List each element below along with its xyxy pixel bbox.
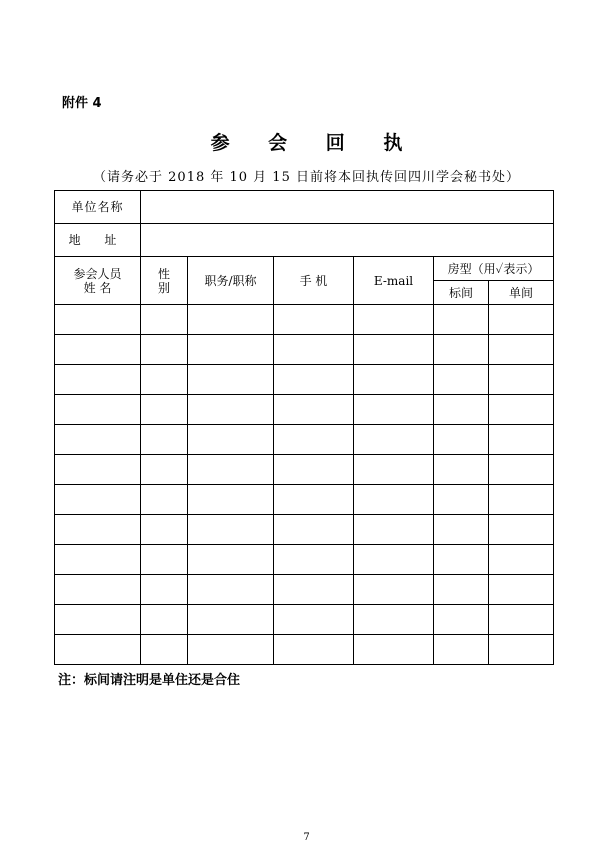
phone-cell[interactable] xyxy=(274,455,354,485)
email-cell[interactable] xyxy=(354,515,434,545)
position-cell[interactable] xyxy=(188,455,274,485)
footnote: 注：标间请注明是单住还是合住 xyxy=(58,673,241,688)
email-cell[interactable] xyxy=(354,605,434,635)
standard-room-cell[interactable] xyxy=(434,425,489,455)
name-cell[interactable] xyxy=(55,485,141,515)
table-row xyxy=(55,305,554,335)
phone-cell[interactable] xyxy=(274,605,354,635)
gender-cell[interactable] xyxy=(141,485,188,515)
standard-room-cell[interactable] xyxy=(434,485,489,515)
email-cell[interactable] xyxy=(354,485,434,515)
phone-cell[interactable] xyxy=(274,305,354,335)
gender-cell[interactable] xyxy=(141,455,188,485)
standard-room-cell[interactable] xyxy=(434,515,489,545)
header-standard-room: 标间 xyxy=(434,281,489,305)
single-room-cell[interactable] xyxy=(489,365,554,395)
position-cell[interactable] xyxy=(188,335,274,365)
name-cell[interactable] xyxy=(55,635,141,665)
phone-cell[interactable] xyxy=(274,335,354,365)
table-row xyxy=(55,545,554,575)
email-cell[interactable] xyxy=(354,395,434,425)
email-cell[interactable] xyxy=(354,365,434,395)
gender-cell[interactable] xyxy=(141,575,188,605)
table-row xyxy=(55,635,554,665)
table-row xyxy=(55,575,554,605)
email-cell[interactable] xyxy=(354,545,434,575)
single-room-cell[interactable] xyxy=(489,455,554,485)
table-row xyxy=(55,335,554,365)
name-cell[interactable] xyxy=(55,305,141,335)
position-cell[interactable] xyxy=(188,485,274,515)
single-room-cell[interactable] xyxy=(489,485,554,515)
email-cell[interactable] xyxy=(354,635,434,665)
standard-room-cell[interactable] xyxy=(434,335,489,365)
phone-cell[interactable] xyxy=(274,365,354,395)
standard-room-cell[interactable] xyxy=(434,305,489,335)
position-cell[interactable] xyxy=(188,575,274,605)
header-phone: 手 机 xyxy=(274,257,354,305)
name-cell[interactable] xyxy=(55,605,141,635)
name-cell[interactable] xyxy=(55,425,141,455)
phone-cell[interactable] xyxy=(274,635,354,665)
name-cell[interactable] xyxy=(55,335,141,365)
phone-cell[interactable] xyxy=(274,395,354,425)
position-cell[interactable] xyxy=(188,305,274,335)
gender-cell[interactable] xyxy=(141,335,188,365)
header-single-room: 单间 xyxy=(489,281,554,305)
table-row xyxy=(55,395,554,425)
name-cell[interactable] xyxy=(55,515,141,545)
page-subtitle: （请务必于 2018 年 10 月 15 日前将本回执传回四川学会秘书处） xyxy=(93,170,520,185)
position-cell[interactable] xyxy=(188,545,274,575)
header-position: 职务/职称 xyxy=(188,257,274,305)
single-room-cell[interactable] xyxy=(489,335,554,365)
table-row xyxy=(55,425,554,455)
phone-cell[interactable] xyxy=(274,515,354,545)
position-cell[interactable] xyxy=(188,425,274,455)
table-row xyxy=(55,455,554,485)
page-title: 参 会 回 执 xyxy=(210,132,419,154)
name-cell[interactable] xyxy=(55,395,141,425)
unit-name-label: 单位名称 xyxy=(55,191,141,224)
single-room-cell[interactable] xyxy=(489,425,554,455)
single-room-cell[interactable] xyxy=(489,575,554,605)
standard-room-cell[interactable] xyxy=(434,365,489,395)
page-number: 7 xyxy=(303,832,310,843)
table-row xyxy=(55,365,554,395)
standard-room-cell[interactable] xyxy=(434,605,489,635)
gender-cell[interactable] xyxy=(141,635,188,665)
name-cell[interactable] xyxy=(55,455,141,485)
email-cell[interactable] xyxy=(354,425,434,455)
single-room-cell[interactable] xyxy=(489,305,554,335)
header-row-1 xyxy=(55,257,554,281)
email-cell[interactable] xyxy=(354,575,434,605)
phone-cell[interactable] xyxy=(274,575,354,605)
registration-form-table xyxy=(54,190,554,665)
header-email: E-mail xyxy=(354,257,434,305)
gender-cell[interactable] xyxy=(141,395,188,425)
name-cell[interactable] xyxy=(55,575,141,605)
phone-cell[interactable] xyxy=(274,425,354,455)
standard-room-cell[interactable] xyxy=(434,635,489,665)
phone-cell[interactable] xyxy=(274,485,354,515)
attachment-label: 附件 4 xyxy=(62,96,102,111)
email-cell[interactable] xyxy=(354,455,434,485)
gender-cell[interactable] xyxy=(141,605,188,635)
standard-room-cell[interactable] xyxy=(434,395,489,425)
gender-cell[interactable] xyxy=(141,305,188,335)
standard-room-cell[interactable] xyxy=(434,545,489,575)
position-cell[interactable] xyxy=(188,635,274,665)
position-cell[interactable] xyxy=(188,605,274,635)
gender-cell[interactable] xyxy=(141,425,188,455)
position-cell[interactable] xyxy=(188,395,274,425)
single-room-cell[interactable] xyxy=(489,545,554,575)
single-room-cell[interactable] xyxy=(489,605,554,635)
standard-room-cell[interactable] xyxy=(434,455,489,485)
header-gender: 性 别 xyxy=(141,257,188,305)
email-cell[interactable] xyxy=(354,305,434,335)
name-cell[interactable] xyxy=(55,365,141,395)
table-row xyxy=(55,485,554,515)
address-row xyxy=(55,224,554,257)
email-cell[interactable] xyxy=(354,335,434,365)
standard-room-cell[interactable] xyxy=(434,575,489,605)
single-room-cell[interactable] xyxy=(489,515,554,545)
single-room-cell[interactable] xyxy=(489,635,554,665)
header-attendee-name: 参会人员 姓 名 xyxy=(55,257,141,305)
unit-name-row xyxy=(55,191,554,224)
position-cell[interactable] xyxy=(188,365,274,395)
name-cell[interactable] xyxy=(55,545,141,575)
table-row xyxy=(55,605,554,635)
table-row xyxy=(55,515,554,545)
single-room-cell[interactable] xyxy=(489,395,554,425)
phone-cell[interactable] xyxy=(274,545,354,575)
unit-name-field[interactable] xyxy=(141,191,554,224)
position-cell[interactable] xyxy=(188,515,274,545)
gender-cell[interactable] xyxy=(141,545,188,575)
gender-cell[interactable] xyxy=(141,365,188,395)
address-label: 地 址 xyxy=(55,224,141,257)
gender-cell[interactable] xyxy=(141,515,188,545)
header-room-type: 房型（用✓表示） xyxy=(434,257,554,281)
address-field[interactable] xyxy=(141,224,554,257)
